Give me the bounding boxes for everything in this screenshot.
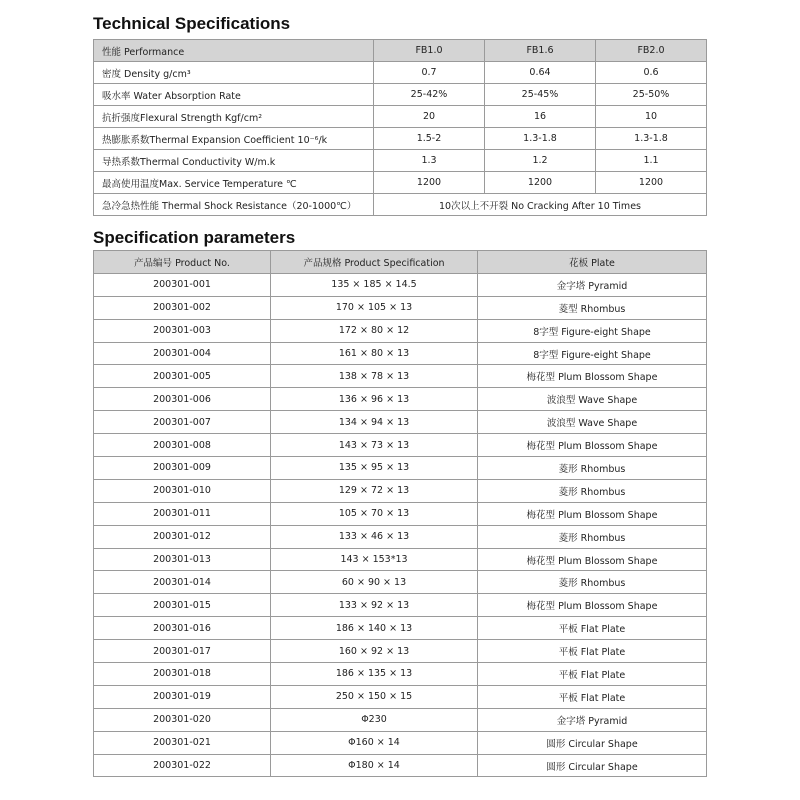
table-row (94, 128, 707, 150)
specification-cell: 135 × 185 × 14.5 (271, 273, 478, 296)
specification-parameters-table (93, 250, 707, 777)
specification-cell: Φ180 × 14 (271, 754, 478, 777)
specification-cell: 161 × 80 × 13 (271, 342, 478, 365)
specification-cell: 129 × 72 × 13 (271, 479, 478, 502)
table-row (94, 342, 707, 365)
plate-cell: 平板 Flat Plate (478, 685, 707, 708)
table-row (94, 640, 707, 663)
specification-parameters-title: Specification parameters (93, 228, 296, 247)
table-row (94, 106, 707, 128)
specification-cell: 186 × 135 × 13 (271, 663, 478, 686)
product-no-cell: 200301-017 (94, 640, 271, 663)
table-row (94, 525, 707, 548)
header-cell: 产品编号 Product No. (94, 251, 271, 274)
table-row (94, 594, 707, 617)
product-no-cell: 200301-007 (94, 411, 271, 434)
product-no-cell: 200301-022 (94, 754, 271, 777)
product-no-cell: 200301-016 (94, 617, 271, 640)
product-no-cell: 200301-014 (94, 571, 271, 594)
header-cell: 性能 Performance (94, 40, 374, 62)
plate-cell: 梅花型 Plum Blossom Shape (478, 434, 707, 457)
plate-cell: 平板 Flat Plate (478, 640, 707, 663)
product-no-cell: 200301-015 (94, 594, 271, 617)
plate-cell: 金字塔 Pyramid (478, 273, 707, 296)
specification-cell: 170 × 105 × 13 (271, 296, 478, 319)
product-no-cell: 200301-009 (94, 457, 271, 480)
table-row (94, 617, 707, 640)
plate-cell: 金字塔 Pyramid (478, 708, 707, 731)
value-cell: 1.3-1.8 (596, 128, 707, 150)
product-no-cell: 200301-003 (94, 319, 271, 342)
table-row (94, 571, 707, 594)
plate-cell: 8字型 Figure-eight Shape (478, 342, 707, 365)
product-no-cell: 200301-018 (94, 663, 271, 686)
table-row (94, 150, 707, 172)
value-cell: 1.3-1.8 (485, 128, 596, 150)
specification-cell: 134 × 94 × 13 (271, 411, 478, 434)
table-row (94, 84, 707, 106)
plate-cell: 菱形 Rhombus (478, 479, 707, 502)
header-cell: FB2.0 (596, 40, 707, 62)
technical-specifications-table (93, 39, 707, 216)
property-cell: 密度 Density g/cm³ (94, 62, 374, 84)
value-cell: 1.5-2 (374, 128, 485, 150)
plate-cell: 菱型 Rhombus (478, 296, 707, 319)
specification-cell: 172 × 80 × 12 (271, 319, 478, 342)
table-row (94, 457, 707, 480)
value-cell: 0.6 (596, 62, 707, 84)
plate-cell: 梅花型 Plum Blossom Shape (478, 548, 707, 571)
plate-cell: 平板 Flat Plate (478, 663, 707, 686)
specification-cell: 105 × 70 × 13 (271, 502, 478, 525)
specification-cell: 186 × 140 × 13 (271, 617, 478, 640)
value-cell: 1200 (596, 172, 707, 194)
property-cell: 热膨胀系数Thermal Expansion Coefficient 10⁻⁶/k (94, 128, 374, 150)
value-cell: 20 (374, 106, 485, 128)
value-cell: 25-42% (374, 84, 485, 106)
plate-cell: 菱形 Rhombus (478, 525, 707, 548)
table-row (94, 172, 707, 194)
table-row (94, 273, 707, 296)
value-cell: 0.7 (374, 62, 485, 84)
table-header-row (94, 251, 707, 274)
table-row (94, 365, 707, 388)
product-no-cell: 200301-008 (94, 434, 271, 457)
product-no-cell: 200301-021 (94, 731, 271, 754)
table-row (94, 685, 707, 708)
table-row (94, 388, 707, 411)
header-cell: FB1.0 (374, 40, 485, 62)
value-cell: 10 (596, 106, 707, 128)
plate-cell: 菱形 Rhombus (478, 571, 707, 594)
value-cell: 1.3 (374, 150, 485, 172)
plate-cell: 8字型 Figure-eight Shape (478, 319, 707, 342)
property-cell: 导热系数Thermal Conductivity W/m.k (94, 150, 374, 172)
plate-cell: 平板 Flat Plate (478, 617, 707, 640)
product-no-cell: 200301-012 (94, 525, 271, 548)
product-no-cell: 200301-011 (94, 502, 271, 525)
table-row (94, 754, 707, 777)
property-cell: 急冷急热性能 Thermal Shock Resistance（20-1000℃） (94, 194, 374, 216)
technical-specifications-title: Technical Specifications (93, 14, 291, 33)
plate-cell: 梅花型 Plum Blossom Shape (478, 365, 707, 388)
plate-cell: 菱形 Rhombus (478, 457, 707, 480)
value-cell: 25-50% (596, 84, 707, 106)
product-no-cell: 200301-006 (94, 388, 271, 411)
specification-cell: 60 × 90 × 13 (271, 571, 478, 594)
table-row (94, 434, 707, 457)
value-cell: 25-45% (485, 84, 596, 106)
plate-cell: 波浪型 Wave Shape (478, 388, 707, 411)
value-cell: 1200 (485, 172, 596, 194)
specification-cell: Φ230 (271, 708, 478, 731)
table-row (94, 296, 707, 319)
product-no-cell: 200301-019 (94, 685, 271, 708)
product-no-cell: 200301-010 (94, 479, 271, 502)
plate-cell: 梅花型 Plum Blossom Shape (478, 594, 707, 617)
value-cell: 1.1 (596, 150, 707, 172)
table-row (94, 502, 707, 525)
table-row (94, 319, 707, 342)
plate-cell: 圆形 Circular Shape (478, 731, 707, 754)
product-no-cell: 200301-001 (94, 273, 271, 296)
value-cell: 0.64 (485, 62, 596, 84)
table-row (94, 731, 707, 754)
value-cell: 1200 (374, 172, 485, 194)
specification-cell: 135 × 95 × 13 (271, 457, 478, 480)
plate-cell: 波浪型 Wave Shape (478, 411, 707, 434)
table-row (94, 708, 707, 731)
table-header-row (94, 40, 707, 62)
specification-cell: 133 × 92 × 13 (271, 594, 478, 617)
property-cell: 最高使用温度Max. Service Temperature ℃ (94, 172, 374, 194)
table-row (94, 411, 707, 434)
table-row (94, 479, 707, 502)
product-no-cell: 200301-020 (94, 708, 271, 731)
specification-cell: 143 × 73 × 13 (271, 434, 478, 457)
header-cell: 花板 Plate (478, 251, 707, 274)
property-cell: 抗折强度Flexural Strength Kgf/cm² (94, 106, 374, 128)
table-row (94, 62, 707, 84)
specification-cell: 138 × 78 × 13 (271, 365, 478, 388)
specification-cell: 136 × 96 × 13 (271, 388, 478, 411)
plate-cell: 梅花型 Plum Blossom Shape (478, 502, 707, 525)
specification-cell: 250 × 150 × 15 (271, 685, 478, 708)
product-no-cell: 200301-004 (94, 342, 271, 365)
specification-cell: Φ160 × 14 (271, 731, 478, 754)
value-cell: 16 (485, 106, 596, 128)
product-no-cell: 200301-005 (94, 365, 271, 388)
header-cell: FB1.6 (485, 40, 596, 62)
specification-cell: 160 × 92 × 13 (271, 640, 478, 663)
table-row (94, 548, 707, 571)
header-cell: 产品规格 Product Specification (271, 251, 478, 274)
product-no-cell: 200301-002 (94, 296, 271, 319)
property-cell: 吸水率 Water Absorption Rate (94, 84, 374, 106)
table-row (94, 663, 707, 686)
value-cell: 10次以上不开裂 No Cracking After 10 Times (374, 194, 707, 216)
product-no-cell: 200301-013 (94, 548, 271, 571)
table-row (94, 194, 707, 216)
value-cell: 1.2 (485, 150, 596, 172)
specification-cell: 143 × 153*13 (271, 548, 478, 571)
plate-cell: 圆形 Circular Shape (478, 754, 707, 777)
specification-cell: 133 × 46 × 13 (271, 525, 478, 548)
